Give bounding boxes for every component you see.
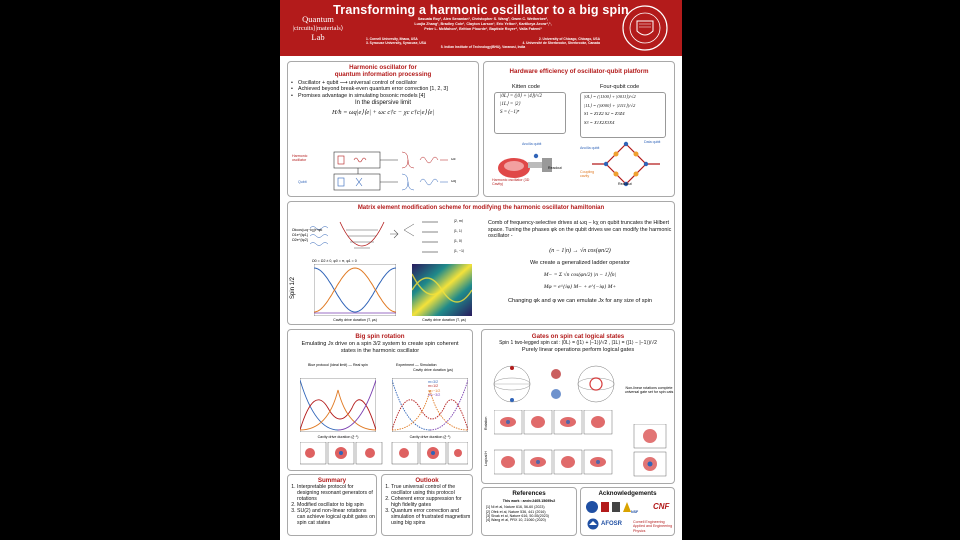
right-top-axis: Cavity drive duration (μs) <box>412 368 454 372</box>
drive-labels <box>292 228 322 243</box>
drive-label: Ω2e^{iφ2} <box>292 238 308 242</box>
affiliation: 4. Université de Sherbrooke, Sherbrooke, Canada <box>522 41 600 46</box>
four-qubit-eq: |0L⟩ = (|1100⟩ + |0011⟩)/√2 <box>584 94 636 99</box>
cornell-seal-logo <box>622 5 668 51</box>
state-label: |1, −1⟩ <box>454 249 465 253</box>
wc-label: ωc <box>451 157 456 161</box>
kitten-eq: |0L⟩ = (|0⟩ + |4⟩)/√2 <box>500 94 542 99</box>
cnf-logo: CNF <box>653 502 670 511</box>
list-item: 2. Coherent error suppression for high fidelity gates <box>391 496 472 508</box>
list-item: 3. SU(2) and non-linear rotations can achieve logical qubit gates on spin cat states <box>297 508 376 526</box>
affiliation: 2. University of Chicago, Chicago, USA <box>538 37 600 41</box>
poster-title: Transforming a harmonic oscillator to a big spin <box>333 3 629 17</box>
drive-label: Ω1e^{iφ1} <box>292 233 308 237</box>
panel-title: References <box>512 490 546 497</box>
four-qubit-eq: S1 = Z1Z2 S2 = Z3Z4 <box>584 111 625 116</box>
dispersive-caption: In the dispersive limit <box>354 99 412 106</box>
sponsor-logos-row-1 <box>585 499 631 515</box>
spin-label: Spin 1/2 <box>290 276 297 300</box>
four-qubit-eq: |1L⟩ = (|0000⟩ + |1111⟩)/√2 <box>584 102 636 108</box>
author-line: Sasuata Roy¹, Alen Senanian¹, Christopher S. Wang², Owen C. Wetherbee¹, <box>417 17 549 21</box>
panel-summary <box>287 474 377 536</box>
panel-title <box>288 64 478 78</box>
linear-ops-text: Purely linear operations perform logical gates <box>521 347 635 353</box>
legend-item: Simulation <box>419 363 437 367</box>
oscillator-label: Harmonic oscillator <box>292 154 308 163</box>
this-work: This work : arxiv:2405.15695v2 <box>502 499 556 503</box>
reference-item: [1] Ni et al, Nature 616, 56-60 (2023) <box>486 505 545 510</box>
afosr-emblem <box>587 518 599 530</box>
matrix-description: Comb of frequency-selective drives at ωq − kχ on qubit truncates the Hilbert space. Tuning the phases φk on the qubit drives we can modify the harmonic oscillator - <box>488 220 672 239</box>
list-item: • Achieved beyond break-even quantum error correction [1, 2, 3] <box>294 86 478 92</box>
poster <box>280 0 682 540</box>
legend-right: Experiment — Simulation <box>396 363 437 367</box>
drive-label: Ωkcos(ωq−kχ)t+φk <box>292 228 323 232</box>
cornell-engineering-logo: Cornell Engineering Applied and Engineering Physics <box>633 520 673 533</box>
reference-item: [4] Wang et al, PRX 10, 21060 (2020) <box>486 518 546 523</box>
plot-title: Ω0 = Ω2 ≠ 0, φ0 = π, φ1 = 0 <box>312 259 357 263</box>
panel-title: Acknowledgements <box>598 490 657 497</box>
author-line: Luojia Zhang¹, Bradley Cole¹, Clayton Larson³, Eric Yelton³, Kartikeya Arora⁴,⁵, <box>414 21 552 26</box>
reference-item: [2] Ofek et al, Nature 536, 441 (2016) <box>486 509 546 514</box>
state-label: |2, m⟩ <box>454 219 464 223</box>
affiliation: 5. Indian Institute of Technology(BHU), Varanasi, India <box>440 45 526 50</box>
lab-line-2: |circuits⟩|materials⟩ <box>292 25 344 32</box>
list-item: 1. True universal control of the oscillator using this protocol <box>391 484 472 496</box>
panel-title-line: quantum information processing <box>334 71 432 78</box>
readout-label-2: Readout <box>618 182 632 186</box>
panel-title: Outlook <box>415 477 439 484</box>
panel-harmonic-oscillator <box>287 61 479 197</box>
nsf-logo: NSF <box>631 510 639 514</box>
panel-matrix-element <box>287 201 675 325</box>
hamiltonian-equation: H/ħ = ωq|e⟩⟨e| + ωc c†c − χc c†c|e⟩⟨e| <box>331 108 435 116</box>
ancilla-qubit-label: Ancilla qubit <box>580 146 600 150</box>
circuit-diagram <box>298 148 470 194</box>
outlook-list <box>382 484 472 526</box>
m-label: m=−3/2 <box>428 393 441 398</box>
kitten-code-title: Kitten code <box>512 84 540 90</box>
plot-xlabel: Cavity drive duration (T, μs) <box>333 318 377 322</box>
spin-cat-definition: Spin 1 two-legged spin cat : |0L⟩ = (|1⟩ + |−1⟩)/√2 , |1L⟩ = (|1⟩ − |−1⟩)/√2 <box>499 340 657 346</box>
author-line: Peter L. McMahon¹, Britton Plourde³, Baptiste Royer⁴, Valla Fatemi¹ <box>424 26 542 31</box>
ancilla-label: Ancilla qubit <box>522 142 542 146</box>
panel-acknowledgements <box>580 487 675 536</box>
afosr-logo: AFOSR <box>601 521 622 527</box>
panel-title: Hardware efficiency of oscillator-qubit platform <box>509 68 649 75</box>
panel-title: Matrix element modification scheme for modifying the harmonic oscillator hamiltonian <box>357 205 605 211</box>
wq-label: ωq <box>451 179 456 183</box>
ladder-text: We create a generalized ladder operator <box>529 260 631 266</box>
big-spin-text: Emulating Jx drive on a spin 3/2 system to create spin coherent states in the harmonic oscillator <box>301 341 459 354</box>
m-label: m=1/2 <box>428 384 439 389</box>
reference-item: [3] Sivak et al, Nature 616, 50-55(2023) <box>486 513 549 518</box>
nonlinear-note: Non-linear rotations complete universal gate set for spin cats <box>624 386 674 395</box>
panel-outlook <box>381 474 473 536</box>
list-item: 3. Quantum error correction and simulation of frustrated magnetism using big spins <box>391 508 472 526</box>
xlabel-right: Cavity drive duration (ξ⁻¹) <box>409 435 451 439</box>
state-label: |1, 0⟩ <box>454 239 463 243</box>
matrix-eq-3: Mφ = e^{iφ} M− + e^{−iφ} M+ <box>543 284 617 290</box>
list-item: 1. Interpretable protocol for designing resonant generators of rotations <box>297 484 376 502</box>
state-labels <box>454 216 464 256</box>
summary-list <box>288 484 376 526</box>
list-item: 2. Modified oscillator to big spin <box>297 502 376 508</box>
data-qubit-label: Data qubit <box>644 140 661 144</box>
legend-left: Blue protocol (ideal limit) — Real spin <box>308 363 368 367</box>
state-label: |1, 1⟩ <box>454 229 463 233</box>
panel-gates-spin-cat <box>481 329 675 484</box>
panel-title: Big spin rotation <box>355 333 405 340</box>
m-label: m=3/2 <box>428 380 439 384</box>
affiliations <box>352 37 614 50</box>
readout-label: Readout <box>548 166 562 170</box>
lab-line-1: Quantum <box>302 14 334 24</box>
poster-header <box>280 0 682 56</box>
panel-title: Gates on spin cat logical states <box>531 333 625 340</box>
nonlinear-wigner <box>630 424 670 478</box>
emulate-text: Changing φk and φ we can emulate Jx for any size of spin <box>507 298 653 304</box>
m-label: m=−1/2 <box>428 388 441 393</box>
xlabel-left: Cavity drive duration (ξ⁻¹) <box>317 435 359 439</box>
four-qubit-code-title: Four-qubit code <box>600 84 640 90</box>
four-qubit-eq: S3 = X1X2X3X4 <box>584 119 615 125</box>
author-list <box>352 17 614 31</box>
heatmap-plot <box>412 264 472 316</box>
panel-title: Summary <box>317 477 347 484</box>
affiliation: 3. Syracuse University, Syracuse, USA <box>366 41 427 46</box>
oscillator-3d-label: Harmonic oscillator (3D Cavity) <box>492 178 530 187</box>
row-label-hadamard: Logical H <box>484 451 488 466</box>
legend-item: Real spin <box>352 363 368 367</box>
m-legend <box>428 380 440 398</box>
panel-title-line: Harmonic oscillator for <box>349 64 417 71</box>
legend-item: Blue protocol (ideal limit) <box>308 363 348 367</box>
panel-hardware-efficiency <box>483 61 675 197</box>
four-qubit-code-box <box>580 92 666 138</box>
kitten-code-box <box>494 92 566 134</box>
panel-big-spin-rotation <box>287 329 473 471</box>
gate-wigner-grid <box>494 410 614 482</box>
legend-item: Experiment <box>396 363 415 367</box>
lab-line-3: Lab <box>311 32 325 42</box>
bloch-spheres <box>490 362 618 406</box>
heatmap-xlabel: Cavity drive duration (T, μs) <box>422 318 466 322</box>
spin-rotation-plot-left <box>300 378 376 432</box>
matrix-eq-2: M− = Σ √n cos(φn/2) |n − 1⟩⟨n| <box>543 272 617 278</box>
list-item: • Promises advantage in simulating bosonic models [4] <box>294 93 478 99</box>
population-plot <box>314 264 396 316</box>
list-item: • Oscillator + qubit ⟶ universal control of oscillator <box>294 80 478 86</box>
matrix-eq-1: (n − 1|n) → √n cos(φn/2) <box>549 248 611 254</box>
panel-references <box>481 487 577 536</box>
kitten-eq: |1L⟩ = |2⟩ <box>500 102 521 107</box>
row-label-rotation: Rotation <box>484 416 488 430</box>
affiliation: 1. Cornell University, Ithaca, USA <box>366 37 418 41</box>
wigner-snapshots <box>300 442 468 466</box>
bullet-list <box>288 80 478 99</box>
reference-list <box>482 505 576 522</box>
lab-logo <box>287 15 349 42</box>
kitten-eq: S = (−1)ⁿ <box>500 110 520 115</box>
qubit-label: Qubit <box>298 180 307 184</box>
coupling-cavity-label: Coupling cavity <box>580 170 595 179</box>
